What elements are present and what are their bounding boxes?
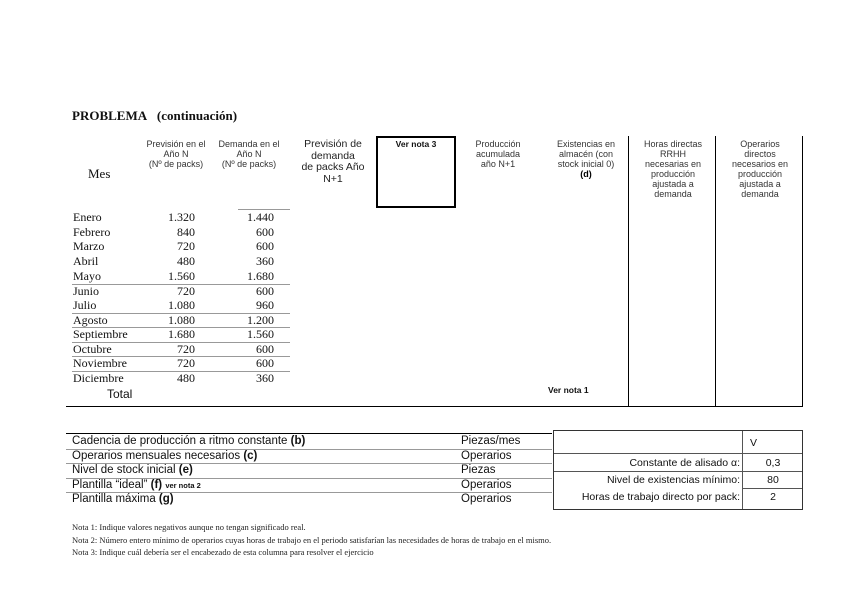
param-value-existencias: 80 (767, 474, 779, 486)
header-line: Producción (475, 139, 521, 149)
param-operarios-mensuales (72, 450, 257, 463)
param-unit: Operarios (461, 450, 512, 462)
footnote-3: Nota 3: Indique cuál debería ser el encabezado de esta columna para resolver el ejercicio (72, 547, 374, 557)
footnote-2: Nota 2: Número entero mínimo de operarios cuyas horas de trabajo en el periodo satisfarían las necesidades de horas de trabajo en el mismo. (72, 535, 552, 545)
demanda-value: 1.200 (247, 313, 274, 327)
month-label: Septiembre (73, 327, 128, 341)
prevision-value: 1.560 (168, 269, 195, 283)
header-line: RRHH (660, 149, 686, 159)
param-value-horas: 2 (770, 491, 776, 503)
prevision-value: 1.080 (168, 298, 195, 312)
demanda-value: 1.440 (247, 210, 274, 224)
header-line: necesarios en (731, 159, 789, 169)
param-code: (b) (290, 435, 306, 447)
month-label: Julio (73, 298, 97, 312)
demanda-value: 360 (256, 254, 274, 268)
header-produccion (462, 139, 534, 169)
param-code: (e) (178, 464, 193, 476)
param-label-text: Plantilla máxima (72, 493, 159, 505)
header-line: almacén (con (558, 149, 614, 159)
demanda-value: 600 (256, 225, 274, 239)
prevision-value: 480 (177, 254, 195, 268)
demanda-value: 360 (256, 371, 274, 385)
header-operarios (717, 139, 803, 199)
header-line: necesarias en (644, 159, 702, 169)
total-label: Total (107, 387, 133, 401)
demanda-value: 1.680 (247, 269, 274, 283)
header-line: Horas directas (643, 139, 703, 149)
header-existencias (545, 139, 627, 179)
params-right-rule (742, 488, 802, 489)
params-right-rule (554, 471, 802, 472)
header-line: Previsión de (304, 138, 362, 150)
header-prevision-n (140, 139, 212, 169)
param-stock-inicial (72, 464, 193, 477)
header-line: Demanda en el (218, 139, 280, 149)
demanda-value: 960 (256, 298, 274, 312)
header-line: de packs Año (301, 161, 365, 173)
header-line: demanda (654, 189, 692, 199)
param-cadencia (72, 435, 305, 448)
demanda-value: 1.560 (247, 327, 274, 341)
prevision-value: 720 (177, 284, 195, 298)
header-line: producción (737, 169, 783, 179)
problem-title (72, 108, 237, 124)
footnote-1: Nota 1: Indique valores negativos aunque no tengan significado real. (72, 522, 306, 532)
params-top-rule (66, 433, 552, 434)
param-plantilla-maxima (72, 493, 174, 506)
param-label-text: Cadencia de producción a ritmo constante (72, 435, 291, 447)
prevision-value: 840 (177, 225, 195, 239)
prevision-value: 1.680 (168, 327, 195, 341)
column-divider (802, 136, 803, 406)
header-line: (Nº de packs) (148, 159, 204, 169)
param-note: ver nota 2 (165, 481, 201, 490)
ver-nota-3-label: Ver nota 3 (395, 139, 437, 149)
month-label: Agosto (73, 313, 108, 327)
params-right-rule (554, 453, 802, 454)
table-bottom-rule (66, 406, 803, 407)
prevision-value: 1.080 (168, 313, 195, 327)
header-line: (Nº de packs) (221, 159, 277, 169)
prevision-value: 480 (177, 371, 195, 385)
param-label-text: Nivel de stock inicial (72, 464, 179, 476)
param-code: (g) (158, 493, 174, 505)
header-line: demanda (311, 149, 355, 162)
demanda-value: 600 (256, 284, 274, 298)
header-line: producción (650, 169, 696, 179)
param-label-horas: Horas de trabajo directo por pack: (581, 491, 740, 503)
demanda-value: 600 (256, 356, 274, 370)
header-line: Previsión en el (146, 139, 206, 149)
demanda-value: 600 (256, 239, 274, 253)
header-demanda-n (213, 139, 285, 169)
column-divider (715, 136, 716, 406)
problem-label: PROBLEMA (72, 108, 148, 123)
param-unit: Operarios (461, 493, 512, 505)
param-label-text: Operarios mensuales necesarios (72, 450, 244, 462)
param-unit: Piezas (461, 464, 496, 476)
header-line: (d) (580, 169, 592, 179)
header-line: Año N (163, 149, 189, 159)
header-horas (630, 139, 716, 199)
month-label: Noviembre (73, 356, 127, 370)
params-right-header: V (750, 437, 758, 449)
header-line: acumulada (475, 149, 521, 159)
prevision-value: 720 (177, 356, 195, 370)
param-label-text: Plantilla “ideal” (72, 479, 151, 491)
header-prevision-n1 (293, 139, 373, 185)
param-value-alisado: 0,3 (765, 457, 781, 469)
continuation-label: (continuación) (156, 108, 238, 123)
param-label-alisado: Constante de alisado α: (629, 457, 740, 469)
header-line: ajustada a (652, 179, 694, 189)
header-line: N+1 (323, 172, 343, 185)
header-mes: Mes (88, 166, 111, 181)
params-right-divider (742, 431, 743, 509)
prevision-value: 720 (177, 239, 195, 253)
params-right-box (553, 430, 803, 510)
month-label: Marzo (73, 239, 105, 253)
header-line: Año N (236, 149, 262, 159)
header-line: Operarios (740, 139, 780, 149)
param-code: (c) (243, 450, 258, 462)
param-label-existencias: Nivel de existencias mínimo: (606, 474, 740, 486)
header-line: demanda (741, 189, 779, 199)
param-unit: Operarios (461, 479, 512, 491)
prevision-value: 1.320 (168, 210, 195, 224)
month-label: Octubre (73, 342, 112, 356)
header-line: stock inicial 0) (557, 159, 615, 169)
month-label: Mayo (73, 269, 101, 283)
ver-nota-1-label: Ver nota 1 (548, 385, 589, 395)
header-line: Existencias en (556, 139, 616, 149)
prevision-value: 720 (177, 342, 195, 356)
param-code: (f) (150, 479, 163, 491)
month-label: Enero (73, 210, 102, 224)
month-label: Abril (73, 254, 99, 268)
demanda-value: 600 (256, 342, 274, 356)
column-divider (628, 136, 629, 406)
header-line: directos (744, 149, 776, 159)
param-unit: Piezas/mes (461, 435, 521, 447)
month-label: Diciembre (73, 371, 124, 385)
month-label: Junio (73, 284, 100, 298)
header-line: ajustada a (739, 179, 781, 189)
month-label: Febrero (73, 225, 111, 239)
header-line: año N+1 (480, 159, 516, 169)
param-plantilla-ideal (72, 479, 201, 492)
nota3-box (376, 136, 456, 208)
